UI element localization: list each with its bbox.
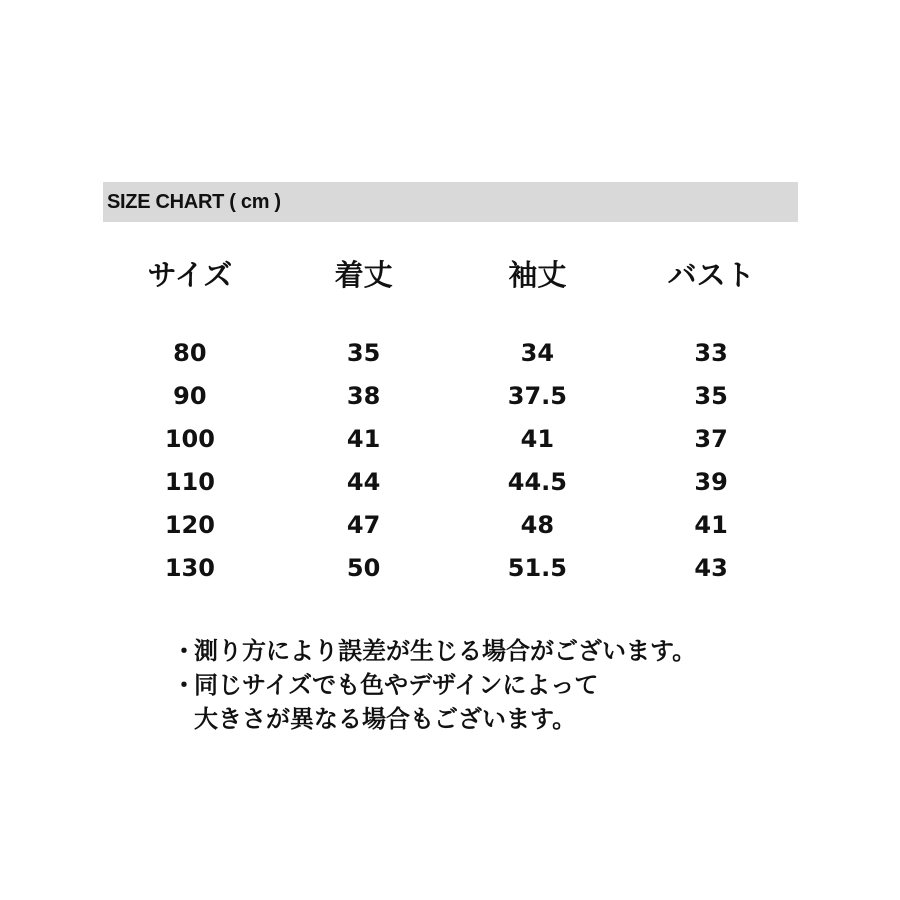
cell-size: 120	[164, 510, 215, 539]
cell-bust: 41	[694, 510, 728, 539]
size-chart-title: SIZE CHART ( cm )	[107, 190, 281, 213]
cell-sleeve: 44.5	[507, 467, 567, 496]
table-row	[103, 374, 798, 417]
cell-sleeve: 37.5	[507, 381, 567, 410]
table-row	[103, 503, 798, 546]
cell-bust: 39	[694, 467, 728, 496]
table-spacer	[103, 301, 798, 331]
size-chart-title-bar	[103, 182, 798, 222]
cell-length: 35	[346, 338, 381, 367]
table-row	[103, 331, 798, 374]
size-table	[103, 245, 798, 589]
cell-length: 41	[346, 424, 381, 453]
cell-bust: 43	[694, 553, 728, 582]
header-bust: バスト	[667, 257, 755, 292]
note-text: 大きさが異なる場合もございます。	[194, 705, 577, 733]
cell-length: 44	[346, 467, 381, 496]
notes-block	[172, 634, 696, 736]
table-row	[103, 460, 798, 503]
header-size: サイズ	[147, 257, 233, 292]
cell-length: 38	[346, 381, 381, 410]
note-measurement-error	[172, 634, 696, 668]
cell-size: 90	[173, 381, 207, 410]
note-bullet: ・	[172, 671, 196, 699]
note-size-variation	[172, 668, 696, 702]
cell-size: 110	[164, 467, 215, 496]
cell-sleeve: 51.5	[507, 553, 567, 582]
table-row	[103, 417, 798, 460]
note-size-variation-continued	[172, 702, 696, 736]
cell-bust: 33	[694, 338, 728, 367]
note-text: 同じサイズでも色やデザインによって	[194, 671, 599, 699]
note-text: 測り方により誤差が生じる場合がございます。	[194, 637, 697, 665]
note-bullet: ・	[172, 637, 196, 665]
cell-sleeve: 48	[520, 510, 555, 539]
table-header-row	[103, 245, 798, 301]
cell-size: 100	[164, 424, 215, 453]
cell-sleeve: 34	[520, 338, 555, 367]
table-row	[103, 546, 798, 589]
cell-length: 50	[346, 553, 381, 582]
cell-size: 80	[173, 338, 207, 367]
cell-sleeve: 41	[520, 424, 555, 453]
header-length: 着丈	[334, 257, 393, 292]
cell-size: 130	[164, 553, 215, 582]
header-sleeve: 袖丈	[508, 257, 567, 292]
cell-bust: 35	[694, 381, 728, 410]
cell-length: 47	[346, 510, 381, 539]
cell-bust: 37	[694, 424, 728, 453]
